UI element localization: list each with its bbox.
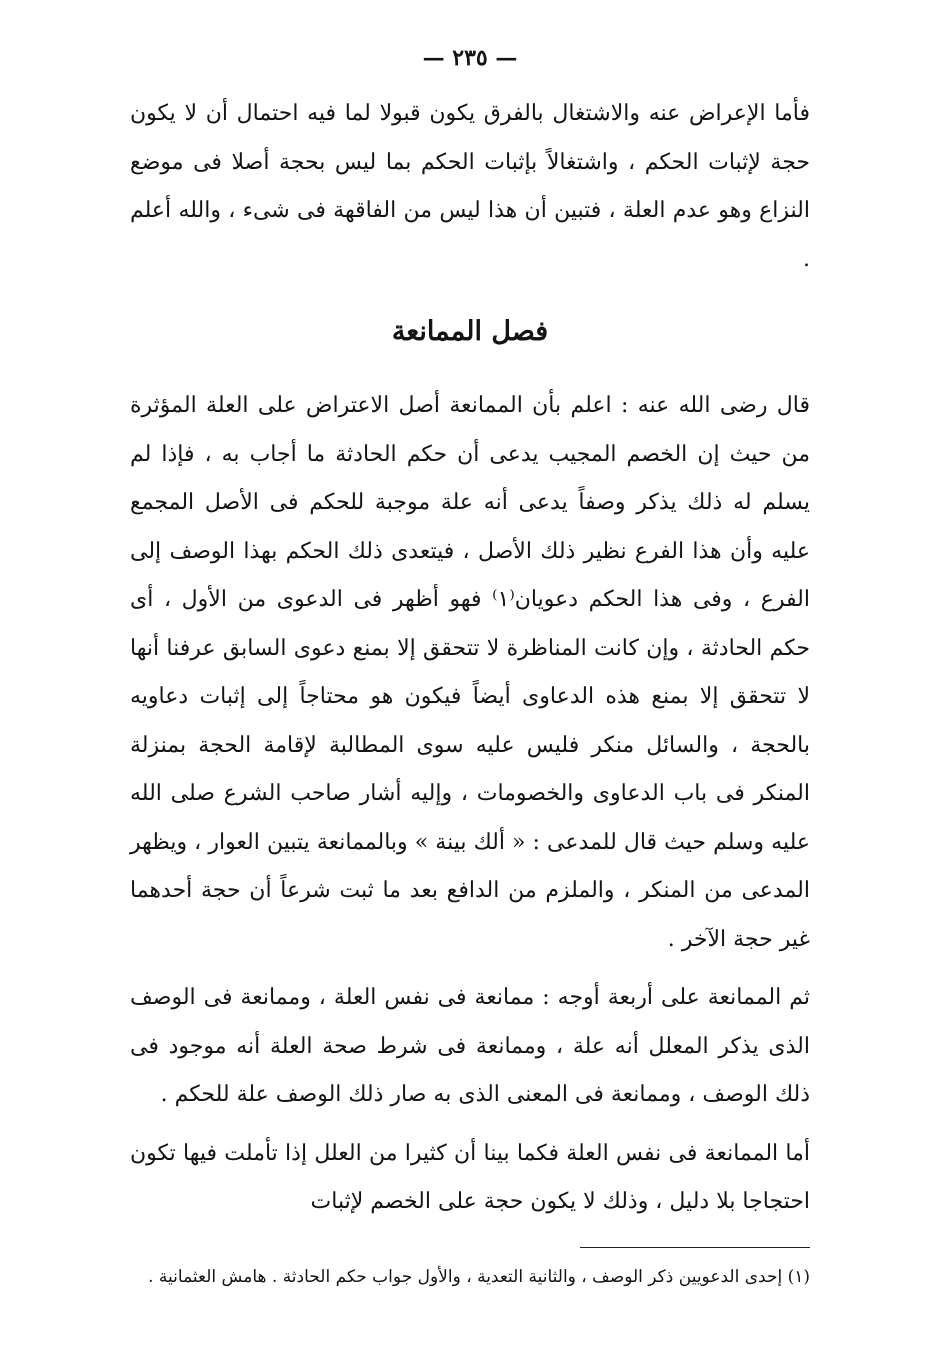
body-paragraph-1: قال رضى الله عنه : اعلم بأن الممانعة أصل الاعتراض على العلة المؤثرة من حيث إن الخصم المجيب يدعى أن حكم الحادثة ما أجاب به ، فإذا لم يسلم له ذلك يذكر وصفاً يدعى أنه علة موجبة للحكم فى الأصل المجمع عليه وأن هذا الفرع نظير ذلك الأصل ، فيتعدى ذلك الحكم بهذا الوصف إلى الفرع ، وفى هذا الحكم دعويان⁽١⁾ فهو أظهر فى الدعوى من الأول ، أى حكم الحادثة ، وإن كانت المناظرة لا تتحقق إلا بمنع دعوى السابق عرفنا أنها لا تتحقق إلا بمنع هذه الدعاوى أيضاً فيكون هو محتاجاً إلى إثبات دعاويه بالحجة ، والسائل منكر فليس عليه سوى المطالبة لإقامة الحجة بمنزلة المنكر فى باب الدعاوى والخصومات ، وإليه أشار صاحب الشرع صلى الله عليه وسلم حيث قال للمدعى : « ألك بينة » وبالممانعة يتبين العوار ، ويظهر المدعى من المنكر ، والملزم من الدافع بعد ما ثبت شرعاً أن حجة أحدهما غير حجة الآخر . (130, 393, 810, 952)
intro-paragraph: فأما الإعراض عنه والاشتغال بالفرق يكون قبولا لما فيه احتمال أن لا يكون حجة لإثبات الحكم ، واشتغالاً بإثبات الحكم بما ليس بحجة أصلا فى موضع النزاع وهو عدم العلة ، فتبين أن هذا ليس من الفاقهة فى شىء ، والله أعلم . (130, 101, 810, 272)
book-page (130, 40, 810, 1292)
page-number: — ٢٣٥ — (422, 45, 518, 71)
section-title: فصل الممانعة (391, 316, 549, 347)
body-paragraph-3: أما الممانعة فى نفس العلة فكما بينا أن كثيرا من العلل إذا تأملت فيها تكون احتجاجا بلا دليل ، وذلك لا يكون حجة على الخصم لإثبات (130, 1140, 810, 1214)
body-paragraph-2: ثم الممانعة على أربعة أوجه : ممانعة فى نفس العلة ، وممانعة فى الوصف الذى يذكر المعلل أنه علة ، وممانعة فى شرط صحة العلة أنه موجود فى ذلك الوصف ، وممانعة فى المعنى الذى به صار ذلك الوصف علة للحكم . (130, 985, 810, 1107)
footnote: (١) إحدى الدعويين ذكر الوصف ، والثانية التعدية ، والأول جواب حكم الحادثة . هامش العثمانية . (148, 1266, 810, 1287)
footnote-divider (580, 1247, 810, 1248)
